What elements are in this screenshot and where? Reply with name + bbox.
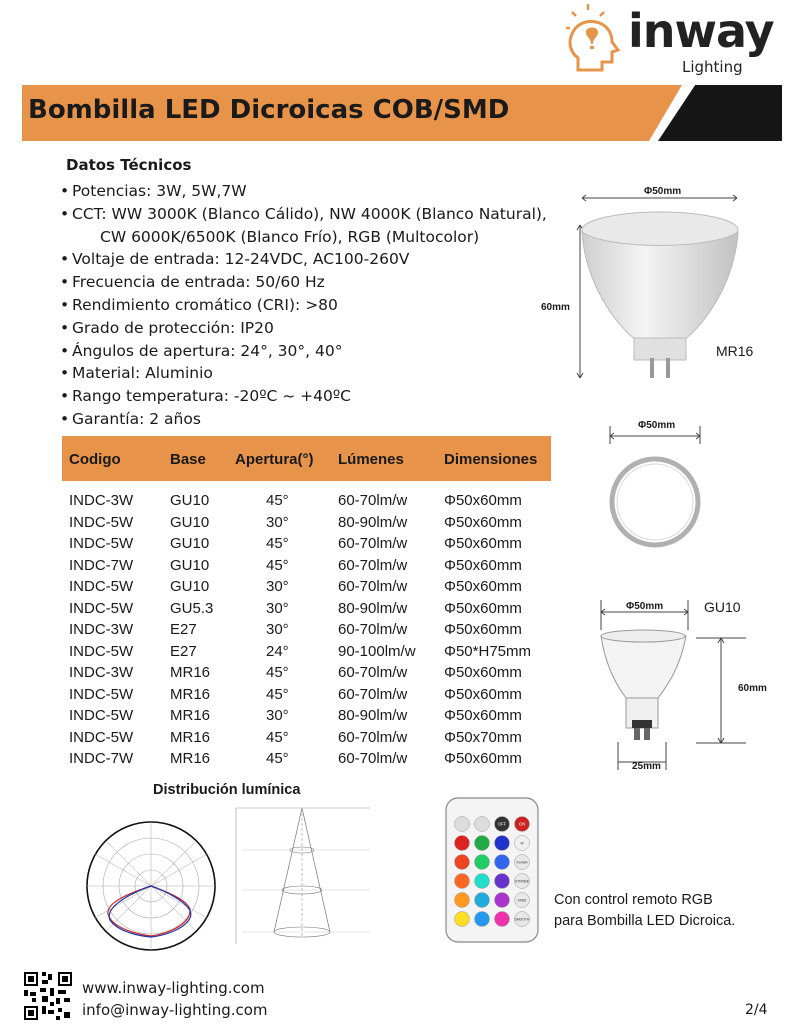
lightbulb-head-icon [566, 2, 628, 74]
table-cell: Φ50x60mm [444, 513, 522, 531]
brand-name: inway [628, 4, 774, 58]
table-cell: Φ50x70mm [444, 728, 522, 746]
gu10-model-label: GU10 [704, 599, 741, 615]
table-cell: INDC-5W [69, 578, 134, 595]
header-lumenes: Lúmenes [338, 451, 404, 468]
table-cell: 60-70lm/w [338, 664, 408, 681]
table-cell: GU10 [170, 535, 210, 552]
table-row [62, 535, 562, 557]
beam-cone-chart [234, 806, 374, 946]
remote-button [455, 817, 470, 832]
table-cell: 45° [266, 750, 289, 767]
table-cell: 45° [266, 728, 289, 746]
table-cell: MR16 [170, 707, 211, 724]
table-cell: 30° [266, 578, 289, 595]
table-cell: INDC-5W [69, 535, 134, 552]
table-row [62, 621, 562, 643]
table-row [62, 643, 562, 665]
table-cell: Φ50x60mm [444, 556, 522, 574]
table-cell: MR16 [170, 728, 211, 746]
table-cell: INDC-5W [69, 707, 134, 724]
table-cell: 30° [266, 599, 289, 617]
table-cell: 30° [266, 513, 289, 531]
table-cell: 80-90lm/w [338, 599, 408, 617]
remote-button-label: FLASH [516, 860, 528, 865]
spec-item: • Rango temperatura: -20ºC ~ +40ºC [60, 387, 351, 406]
brand-logo [566, 2, 786, 78]
spec-item: • Material: Aluminio [60, 364, 213, 383]
table-row [62, 729, 562, 751]
spec-item: • Grado de protección: IP20 [60, 318, 274, 337]
table-cell: GU5.3 [170, 599, 214, 617]
remote-caption-line1: Con control remoto RGB [554, 892, 713, 908]
table-cell: INDC-5W [69, 642, 134, 660]
gu10-height-label: 60mm [738, 683, 767, 694]
remote-button [495, 855, 510, 870]
footer-email[interactable]: info@inway-lighting.com [82, 1001, 268, 1019]
spec-item: • Ángulos de apertura: 24°, 30°, 40° [60, 341, 343, 360]
table-cell: 60-70lm/w [338, 578, 408, 595]
table-row [62, 578, 562, 600]
table-body [62, 492, 562, 772]
header-codigo: Codigo [69, 451, 121, 468]
remote-button-label: SMOOTH [514, 917, 530, 922]
table-row [62, 664, 562, 686]
remote-button-label: ON [518, 821, 526, 827]
brand-subtitle: Lighting [682, 58, 743, 76]
table-cell: 90-100lm/w [338, 642, 416, 660]
table-cell: GU10 [170, 513, 210, 531]
table-cell: 80-90lm/w [338, 513, 408, 531]
table-cell: 60-70lm/w [338, 621, 408, 638]
table-cell: INDC-7W [69, 750, 134, 767]
rgb-remote-control-image [444, 796, 540, 944]
spec-item: • Voltaje de entrada: 12-24VDC, AC100-260V [60, 250, 410, 269]
remote-button [455, 874, 470, 889]
table-row [62, 686, 562, 708]
mr16-width-label: Φ50mm [644, 186, 682, 197]
table-cell: 24° [266, 642, 289, 660]
specs-heading: Datos Técnicos [66, 156, 192, 174]
table-cell: 60-70lm/w [338, 728, 408, 746]
table-cell: Φ50x60mm [444, 578, 522, 595]
top-view-diagram [596, 418, 726, 568]
table-cell: Φ50*H75mm [444, 642, 531, 660]
table-cell: INDC-5W [69, 599, 134, 617]
remote-button-label: W [520, 841, 524, 846]
remote-button [455, 836, 470, 851]
table-cell: GU10 [170, 492, 210, 509]
gu10-width-label: Φ50mm [626, 601, 664, 612]
table-row [62, 557, 562, 579]
spec-item: • Frecuencia de entrada: 50/60 Hz [60, 273, 325, 292]
table-cell: E27 [170, 621, 197, 638]
remote-button [475, 817, 490, 832]
table-cell: Φ50x60mm [444, 707, 522, 724]
spec-item-continuation: CW 6000K/6500K (Blanco Frío), RGB (Multocolor) [100, 227, 480, 246]
polar-distribution-chart [76, 806, 226, 956]
remote-button [475, 855, 490, 870]
header-dimensiones: Dimensiones [444, 451, 538, 468]
header-base: Base [170, 451, 206, 468]
spec-item: • Garantía: 2 años [60, 409, 201, 428]
table-cell: MR16 [170, 685, 211, 703]
remote-button [495, 874, 510, 889]
page-number: 2/4 [745, 1002, 768, 1018]
remote-button [475, 893, 490, 908]
table-cell: Φ50x60mm [444, 621, 522, 638]
remote-button [475, 912, 490, 927]
remote-button [455, 912, 470, 927]
remote-button-label: FADE [517, 898, 527, 903]
gu10-base-label: 25mm [632, 761, 661, 772]
table-row [62, 707, 562, 729]
remote-caption-line2: para Bombilla LED Dicroica. [554, 913, 736, 929]
mr16-model-label: MR16 [716, 343, 754, 359]
remote-button [495, 912, 510, 927]
table-cell: 45° [266, 556, 289, 574]
remote-button [495, 893, 510, 908]
table-cell: INDC-3W [69, 621, 134, 638]
table-cell: 60-70lm/w [338, 556, 408, 574]
table-cell: 80-90lm/w [338, 707, 408, 724]
table-cell: Φ50x60mm [444, 685, 522, 703]
remote-button [455, 893, 470, 908]
top-width-label: Φ50mm [638, 420, 676, 431]
table-cell: INDC-7W [69, 556, 134, 574]
table-row [62, 492, 562, 514]
table-header [62, 436, 551, 481]
remote-button [455, 855, 470, 870]
remote-button-label: OFF [497, 821, 507, 827]
table-cell: 45° [266, 685, 289, 703]
table-cell: MR16 [170, 750, 211, 767]
distribution-title: Distribución lumínica [153, 782, 301, 798]
table-cell: Φ50x60mm [444, 750, 522, 767]
spec-item: • Potencias: 3W, 5W,7W [60, 182, 247, 200]
table-cell: 60-70lm/w [338, 685, 408, 703]
footer-website[interactable]: www.inway-lighting.com [82, 979, 265, 997]
table-cell: 45° [266, 492, 289, 509]
table-cell: Φ50x60mm [444, 535, 522, 552]
remote-button [475, 836, 490, 851]
spec-item: • Rendimiento cromático (CRI): >80 [60, 295, 338, 314]
table-row [62, 600, 562, 622]
mr16-bulb-diagram [572, 190, 772, 390]
remote-button [495, 836, 510, 851]
table-cell: GU10 [170, 578, 210, 595]
table-cell: Φ50x60mm [444, 492, 522, 509]
specs-list [60, 180, 560, 431]
table-cell: 60-70lm/w [338, 492, 408, 509]
table-cell: 30° [266, 707, 289, 724]
table-cell: GU10 [170, 556, 210, 574]
table-cell: INDC-5W [69, 513, 134, 531]
table-cell: 60-70lm/w [338, 535, 408, 552]
table-cell: 45° [266, 664, 289, 681]
header-apertura: Apertura(°) [235, 451, 314, 468]
table-cell: 45° [266, 535, 289, 552]
table-cell: INDC-5W [69, 685, 134, 703]
table-cell: INDC-5W [69, 728, 134, 746]
table-cell: MR16 [170, 664, 211, 681]
mr16-height-label: 60mm [541, 302, 570, 313]
qr-code-icon [24, 972, 72, 1020]
table-row [62, 750, 562, 772]
title-banner [22, 85, 782, 141]
table-row [62, 514, 562, 536]
table-cell: E27 [170, 642, 197, 660]
table-cell: Φ50x60mm [444, 599, 522, 617]
table-cell: INDC-3W [69, 492, 134, 509]
table-cell: 60-70lm/w [338, 750, 408, 767]
table-cell: 30° [266, 621, 289, 638]
page-title: Bombilla LED Dicroicas COB/SMD [28, 95, 510, 125]
remote-button-label: STROBE [515, 879, 529, 884]
table-cell: INDC-3W [69, 664, 134, 681]
remote-caption [554, 890, 735, 932]
spec-item: • CCT: WW 3000K (Blanco Cálido), NW 4000K (Blanco Natural), [60, 204, 547, 223]
remote-button [475, 874, 490, 889]
table-cell: Φ50x60mm [444, 664, 522, 681]
